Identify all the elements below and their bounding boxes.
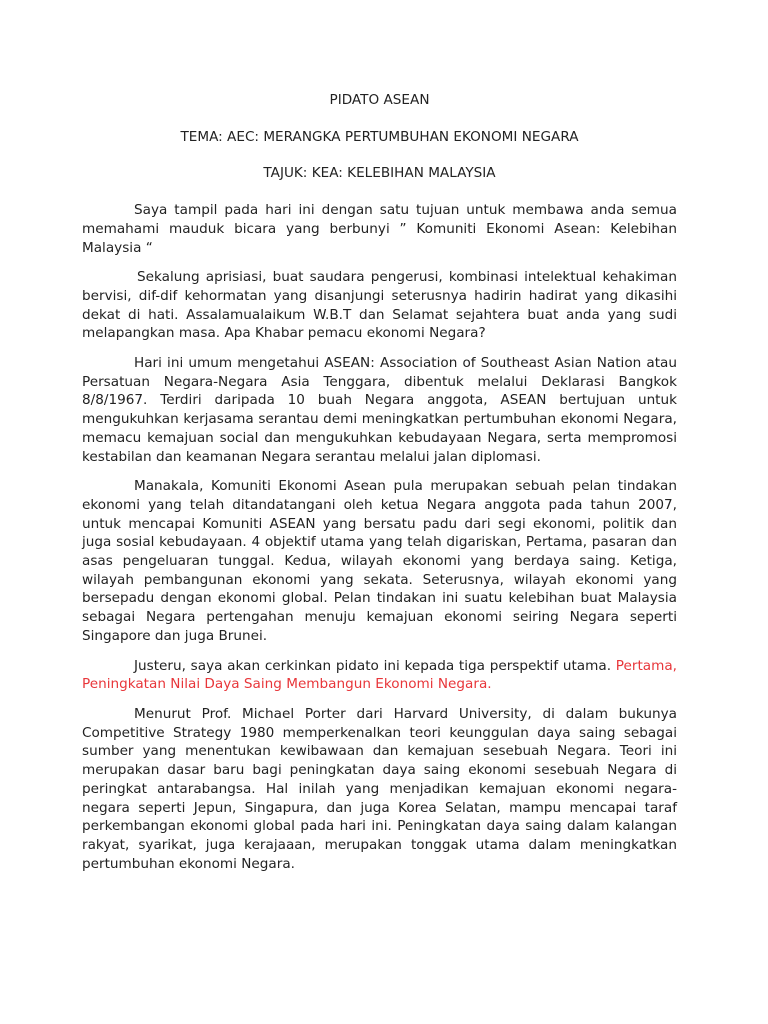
document-title: PIDATO ASEAN <box>329 92 430 108</box>
paragraph-asean-background <box>82 354 677 466</box>
highlighted-point: Pertama, Peningkatan Nilai Daya Saing Membangun Ekonomi Negara. <box>82 657 677 693</box>
paragraph-text: Justeru, saya akan cerkinkan pidato ini kepada tiga perspektif utama. <box>134 657 612 674</box>
paragraph-porter-theory <box>82 705 677 873</box>
document-topic: TAJUK: KEA: KELEBIHAN MALAYSIA <box>263 165 496 182</box>
paragraph-intro <box>82 201 677 257</box>
document-theme: TEMA: AEC: MERANGKA PERTUMBUHAN EKONOMI NEGARA <box>180 128 579 145</box>
paragraph-perspectives <box>82 657 677 694</box>
paragraph-text: Saya tampil pada hari ini dengan satu tujuan untuk membawa anda semua memahami mauduk bicara yang berbunyi ” Komuniti Ekonomi Asean: Kelebihan Malaysia “ <box>82 202 677 256</box>
paragraph-text: Hari ini umum mengetahui ASEAN: Association of Southeast Asian Nation atau Persatuan Negara-Negara Asia Tenggara, dibentuk melalui Deklarasi Bangkok 8/8/1967. Terdiri daripada 10 buah Negara anggota, ASEAN bertujuan untuk mengukuhkan kerjasama serantau demi meningkatkan pertumbuhan ekonomi Negara, memacu kemajuan social dan mengukuhkan kebudayaan Negara, serta mempromosi kestabilan dan keamanan Negara serantau melalui jalan diplomasi. <box>82 355 677 465</box>
paragraph-aec-plan <box>82 477 677 645</box>
paragraph-greeting <box>82 268 677 343</box>
document-body <box>82 91 677 884</box>
paragraph-text: Manakala, Komuniti Ekonomi Asean pula merupakan sebuah pelan tindakan ekonomi yang telah ditandatangani oleh ketua Negara anggota pada tahun 2007, untuk mencapai Komuniti ASEAN yang bersatu padu dari segi ekonomi, politik dan juga sosial kebudayaan. 4 objektif utama yang telah digariskan, Pertama, pasaran dan asas pengeluaran tunggal. Kedua, wilayah ekonomi yang berdaya saing. Ketiga, wilayah pembangunan ekonomi yang sekata. Seterusnya, wilayah ekonomi yang bersepadu dengan ekonomi global. Pelan tindakan ini suatu kelebihan buat Malaysia sebagai Negara pertengahan menuju kemajuan ekonomi seiring Negara seperti Singapore dan juga Brunei. <box>82 478 677 644</box>
paragraph-text: Sekalung aprisiasi, buat saudara pengerusi, kombinasi intelektual kehakiman bervisi, dif-dif kehormatan yang disanjungi seterusnya hadirin hadirat yang dikasihi dekat di hati. Assalamualaikum W.B.T dan Selamat sejahtera buat anda yang sudi melapangkan masa. Apa Khabar pemacu ekonomi Negara? <box>82 269 677 342</box>
paragraph-text: Menurut Prof. Michael Porter dari Harvard University, di dalam bukunya Competitive Strategy 1980 memperkenalkan teori keunggulan daya saing sebagai sumber yang menentukan kewibawaan dan kemajuan sesebuah Negara. Teori ini merupakan dasar baru bagi peningkatan daya saing ekonomi sesebuah Negara di peringkat antarabangsa. Hal inilah yang menjadikan kemajuan ekonomi negara-negara seperti Jepun, Singapura, dan juga Korea Selatan, mampu mencapai taraf perkembangan ekonomi global pada hari ini. Peningkatan daya saing dalam kalangan rakyat, syarikat, juga kerajaaan, merupakan tonggak utama dalam meningkatkan pertumbuhan ekonomi Negara. <box>82 705 677 872</box>
